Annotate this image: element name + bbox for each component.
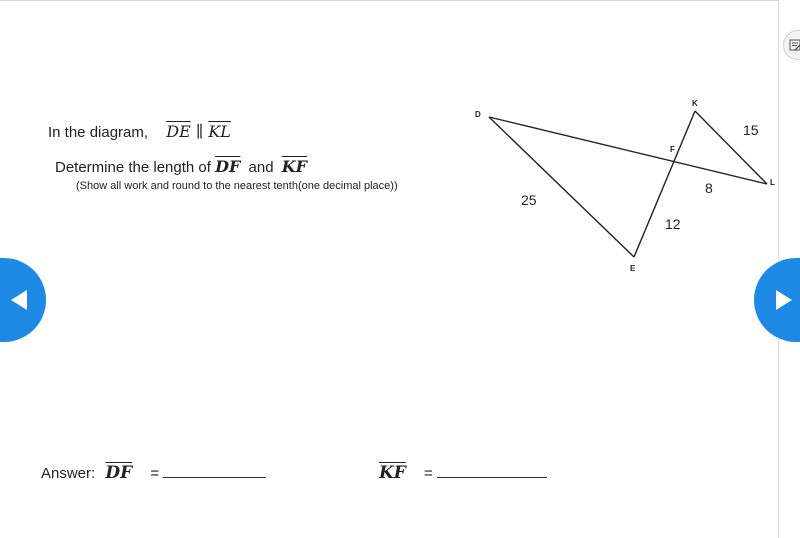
vertex-label-e: E <box>630 264 636 273</box>
segment-kf: $\overline{KF}$ <box>281 157 307 176</box>
segment-df: $\overline{DF}$ <box>215 157 241 176</box>
length-label-fe: 12 <box>665 216 681 232</box>
length-label-de: 25 <box>521 192 537 208</box>
segment-de: $\overline{DE}$ <box>166 122 191 141</box>
segment-line-k-e <box>634 111 695 257</box>
answer-kf <box>379 463 547 483</box>
answer-blank-kf[interactable] <box>437 463 547 478</box>
task-connector: and <box>248 159 274 176</box>
answer-segment-kf: $\overline{KF}$ <box>379 463 406 483</box>
task-label: Determine the length of <box>55 159 211 176</box>
length-label-fl: 8 <box>705 180 713 196</box>
parallel-symbol: ∥ <box>195 122 204 141</box>
vertex-label-f: F <box>670 145 675 154</box>
instruction-hint: (Show all work and round to the nearest tenth(one decimal place)) <box>76 180 398 192</box>
length-label-kl: 15 <box>743 122 759 138</box>
vertex-label-k: K <box>692 99 698 108</box>
answer-blank-df[interactable] <box>163 463 266 478</box>
answer-segment-df: $\overline{DF}$ <box>105 463 133 483</box>
segment-kl: $\overline{KL}$ <box>208 122 231 141</box>
answer-label: Answer: <box>41 465 96 482</box>
vertex-label-l: L <box>770 178 775 187</box>
given-label: In the diagram, <box>48 124 149 141</box>
answer-equals-df: = <box>150 465 160 482</box>
answer-equals-kf: = <box>424 465 433 482</box>
segment-line-d-l <box>489 117 767 184</box>
answer-df <box>41 463 266 483</box>
segment-line-d-e <box>489 117 634 257</box>
vertex-label-d: D <box>475 110 481 119</box>
